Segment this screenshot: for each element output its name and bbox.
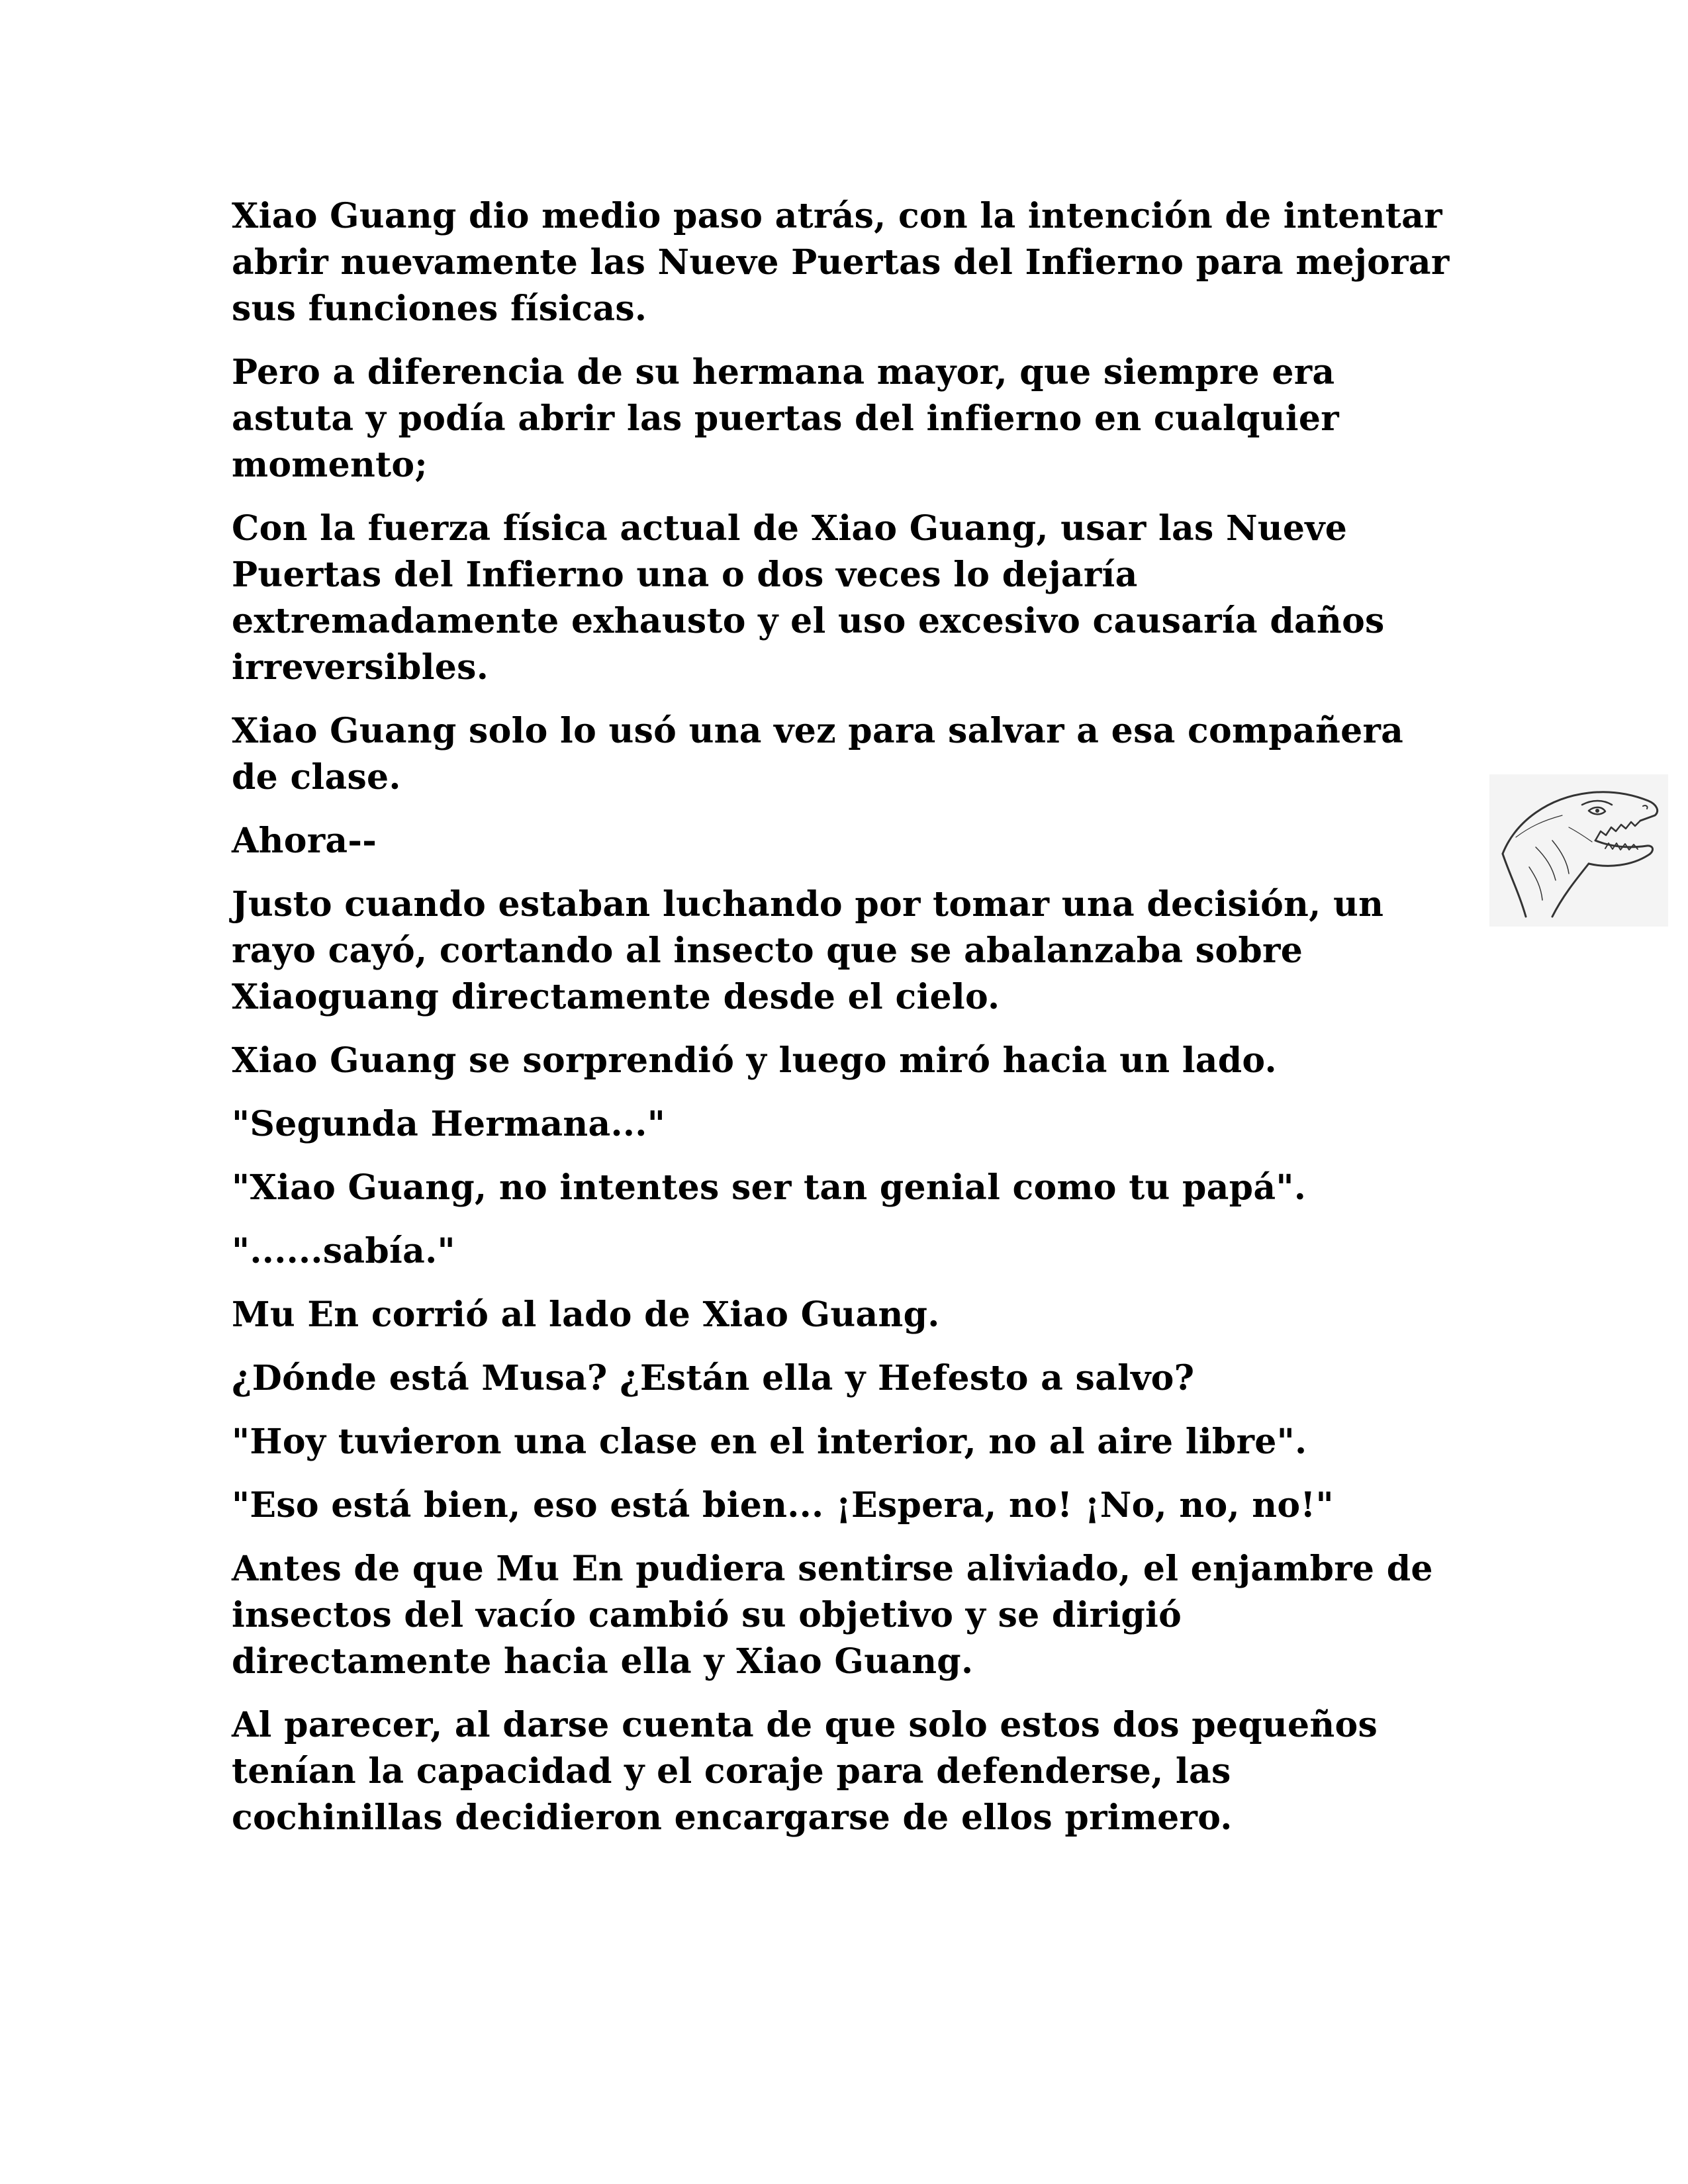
paragraph: Con la fuerza física actual de Xiao Guang, usar las Nueve Puertas del Infierno una o dos veces lo dejaría extremadamente exhausto y el uso excesivo causaría daños irreversibles. — [232, 508, 1385, 688]
paragraph: Antes de que Mu En pudiera sentirse aliviado, el enjambre de insectos del vacío cambió su objetivo y se dirigió directamente hacia ella y Xiao Guang. — [232, 1549, 1433, 1682]
paragraph: Pero a diferencia de su hermana mayor, que siempre era astuta y podía abrir las puertas del infierno en cualquier momento; — [232, 352, 1339, 485]
body-text — [232, 193, 1450, 1858]
paragraph: Xiao Guang solo lo usó una vez para salvar a esa compañera de clase. — [232, 711, 1404, 797]
paragraph: Mu En corrió al lado de Xiao Guang. — [232, 1295, 940, 1335]
paragraph: ¿Dónde está Musa? ¿Están ella y Hefesto a salvo? — [232, 1358, 1195, 1398]
paragraph: "......sabía." — [232, 1231, 455, 1271]
paragraph: "Xiao Guang, no intentes ser tan genial como tu papá". — [232, 1167, 1307, 1208]
paragraph: "Hoy tuvieron una clase en el interior, no al aire libre". — [232, 1422, 1307, 1462]
paragraph: "Eso está bien, eso está bien... ¡Espera, no! ¡No, no, no!" — [232, 1485, 1334, 1525]
paragraph: Justo cuando estaban luchando por tomar una decisión, un rayo cayó, cortando al insecto que se abalanzaba sobre Xiaoguang directamente desde el cielo. — [232, 884, 1384, 1017]
paragraph: Ahora-- — [232, 821, 377, 861]
dinosaur-sketch-icon — [1489, 774, 1668, 927]
paragraph: Al parecer, al darse cuenta de que solo estos dos pequeños tenían la capacidad y el coraje para defenderse, las cochinillas decidieron encargarse de ellos primero. — [232, 1705, 1378, 1838]
paragraph: "Segunda Hermana..." — [232, 1104, 666, 1144]
paragraph: Xiao Guang se sorprendió y luego miró hacia un lado. — [232, 1040, 1277, 1081]
paragraph: Xiao Guang dio medio paso atrás, con la intención de intentar abrir nuevamente las Nueve Puertas del Infierno para mejorar sus funciones físicas. — [232, 196, 1450, 329]
